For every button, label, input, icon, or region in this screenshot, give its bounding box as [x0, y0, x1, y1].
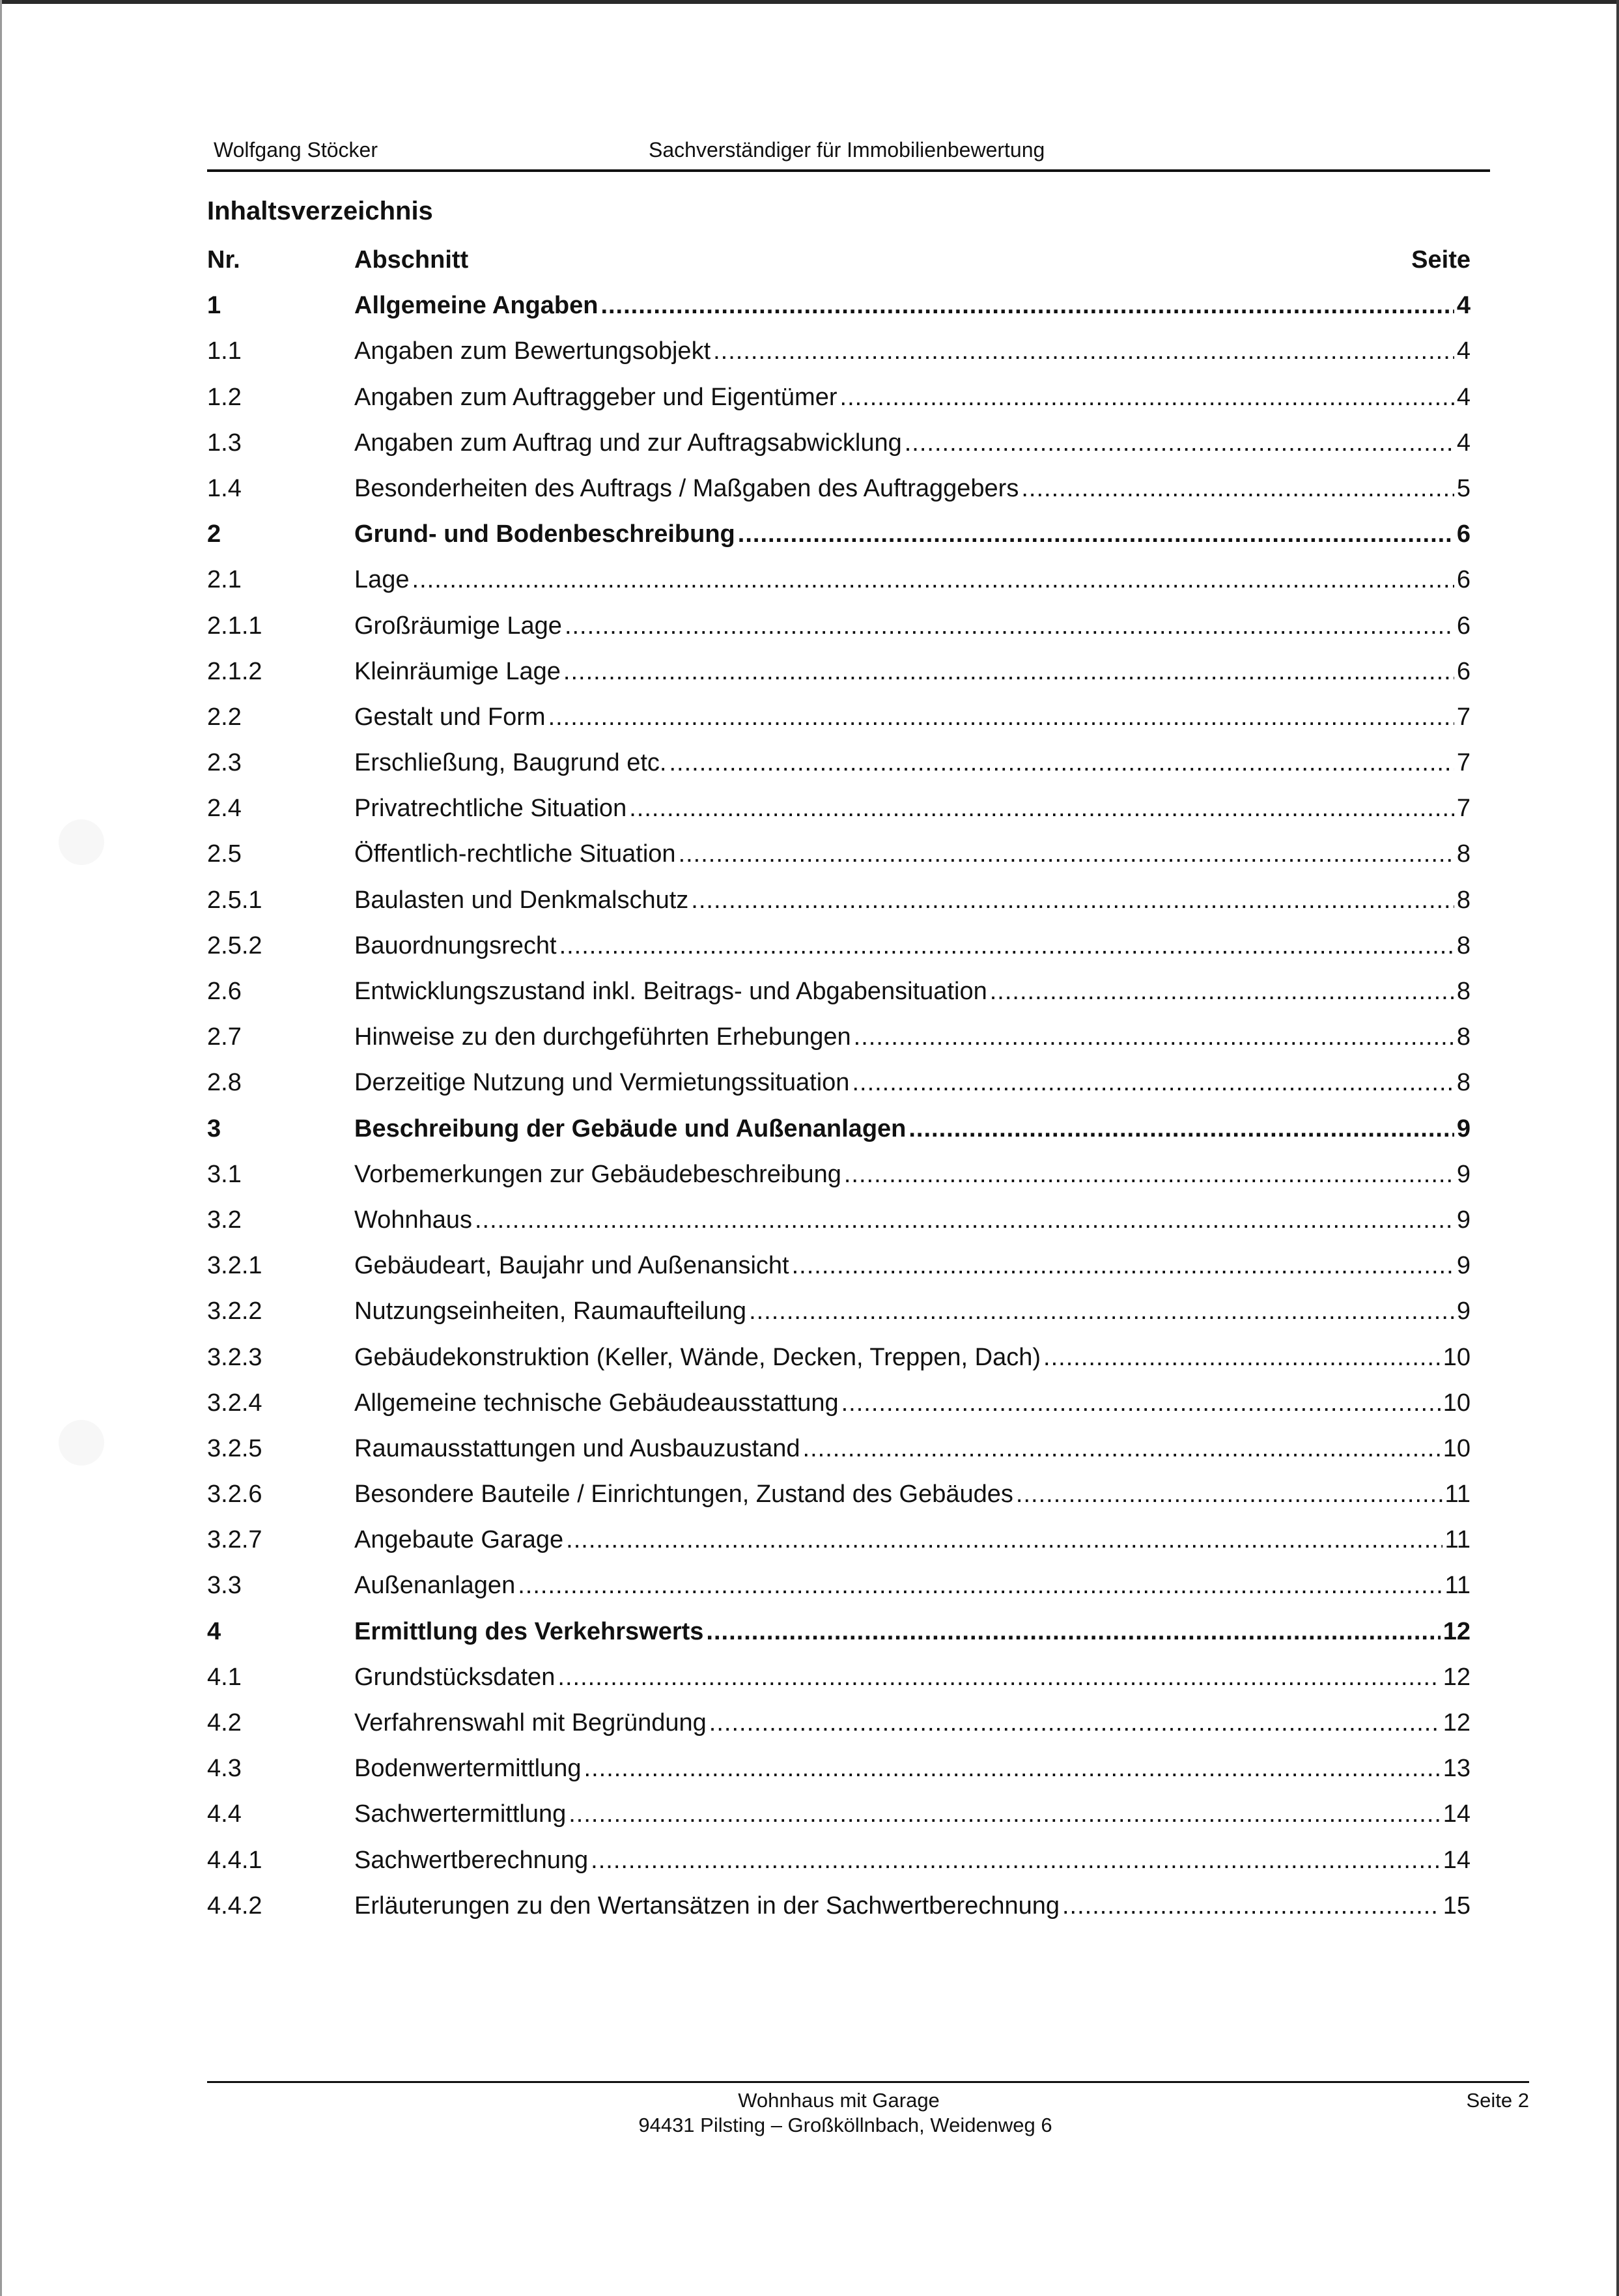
- toc-entry-number: 2: [207, 520, 221, 548]
- page-right-edge: [1616, 0, 1619, 2296]
- toc-entry-number: 4.4.1: [207, 1846, 262, 1874]
- toc-entry-number: 4: [207, 1617, 221, 1645]
- toc-entry-number: 2.2: [207, 703, 242, 731]
- toc-entry[interactable]: [207, 1249, 1471, 1295]
- toc-entry-number: 3.2.5: [207, 1434, 262, 1462]
- toc-entry-line: [354, 472, 1471, 505]
- footer-object: Wohnhaus mit Garage: [738, 2089, 940, 2112]
- toc-leader-dots: [1062, 1890, 1441, 1922]
- toc-entry[interactable]: [207, 701, 1471, 746]
- toc-entry-page: 11: [1444, 1572, 1471, 1600]
- toc-entry-page: 4: [1456, 292, 1471, 320]
- toc-entry-line: [354, 1890, 1471, 1922]
- toc-entry-line: [354, 1113, 1471, 1145]
- toc-entry-line: [354, 1295, 1471, 1327]
- toc-entry-page: 9: [1456, 1297, 1471, 1325]
- toc-entry-line: [354, 1387, 1471, 1419]
- toc-entry-page: 9: [1456, 1252, 1471, 1280]
- toc-entry-line: [354, 1066, 1471, 1099]
- toc-leader-dots: [706, 1615, 1440, 1648]
- toc-entry-title: Privatrechtliche Situation: [354, 795, 627, 823]
- toc-entry-number: 3.1: [207, 1160, 242, 1188]
- toc-entry-title: Gebäudekonstruktion (Keller, Wände, Decken, Treppen, Dach): [354, 1343, 1041, 1371]
- toc-entry[interactable]: [207, 1432, 1471, 1478]
- toc-entry-number: 4.4.2: [207, 1892, 262, 1920]
- toc-header-page: Seite: [1411, 246, 1471, 274]
- toc-entry[interactable]: [207, 472, 1471, 518]
- toc-entry-line: [354, 1569, 1471, 1602]
- toc-leader-dots: [749, 1295, 1454, 1327]
- toc-entry-number: 2.1.1: [207, 612, 262, 640]
- toc-leader-dots: [569, 1798, 1440, 1830]
- toc-entry-title: Besonderheiten des Auftrags / Maßgaben des Auftraggebers: [354, 474, 1019, 502]
- toc-entry-number: 1: [207, 292, 221, 320]
- toc-entry-page: 8: [1456, 1069, 1471, 1097]
- toc-entry-line: [354, 427, 1471, 459]
- toc-entry-number: 3.3: [207, 1572, 242, 1600]
- toc-entry-line: [354, 1204, 1471, 1236]
- toc-leader-dots: [1043, 1341, 1441, 1374]
- toc-entry-number: 2.6: [207, 978, 242, 1005]
- toc-leader-dots: [908, 1113, 1454, 1145]
- toc-entry-page: 8: [1456, 978, 1471, 1005]
- toc-entry[interactable]: [207, 1569, 1471, 1615]
- toc-entry-title: Sachwertberechnung: [354, 1846, 589, 1874]
- toc-entry-title: Vorbemerkungen zur Gebäudebeschreibung: [354, 1160, 841, 1188]
- toc-entry-line: [354, 975, 1471, 1008]
- toc-entry-title: Angaben zum Auftrag und zur Auftragsabwicklung: [354, 429, 902, 457]
- toc-entry-line: [354, 563, 1471, 596]
- table-of-contents: [207, 244, 1471, 1935]
- toc-entry-page: 6: [1456, 520, 1471, 548]
- punch-hole: [59, 1420, 104, 1466]
- toc-leader-dots: [557, 1661, 1440, 1694]
- toc-entry-title: Grundstücksdaten: [354, 1663, 556, 1691]
- toc-leader-dots: [591, 1844, 1441, 1877]
- header-author: Wolfgang Stöcker: [214, 138, 378, 162]
- toc-entry-line: [354, 929, 1471, 962]
- toc-entry-line: [354, 1524, 1471, 1556]
- toc-leader-dots: [738, 518, 1454, 550]
- toc-entry-number: 3.2.4: [207, 1389, 262, 1417]
- toc-leader-dots: [584, 1752, 1441, 1785]
- toc-entry-line: [354, 884, 1471, 916]
- toc-entry-number: 3.2.3: [207, 1343, 262, 1371]
- toc-entry[interactable]: [207, 929, 1471, 975]
- toc-entry-title: Verfahrenswahl mit Begründung: [354, 1709, 707, 1736]
- toc-leader-dots: [566, 1524, 1442, 1556]
- toc-header-section: Abschnitt: [354, 246, 469, 274]
- toc-entry-title: Beschreibung der Gebäude und Außenanlagen: [354, 1114, 907, 1142]
- toc-entry-line: [354, 1844, 1471, 1877]
- toc-entry-line: [354, 1432, 1471, 1465]
- toc-leader-dots: [844, 1158, 1454, 1191]
- toc-entry-title: Allgemeine Angaben: [354, 292, 598, 320]
- toc-entry[interactable]: [207, 1387, 1471, 1432]
- toc-entry[interactable]: [207, 792, 1471, 838]
- toc-entry-page: 10: [1443, 1343, 1471, 1371]
- toc-entry-page: 7: [1456, 795, 1471, 823]
- toc-entry-number: 1.1: [207, 337, 242, 365]
- toc-leader-dots: [840, 381, 1454, 414]
- toc-entry-number: 4.1: [207, 1663, 242, 1691]
- toc-entry-page: 15: [1443, 1892, 1471, 1920]
- toc-entry[interactable]: [207, 563, 1471, 609]
- toc-entry-title: Außenanlagen: [354, 1572, 516, 1600]
- toc-entry-page: 4: [1456, 383, 1471, 411]
- header-rule: [207, 169, 1490, 172]
- toc-entry-page: 7: [1456, 703, 1471, 731]
- toc-entry[interactable]: [207, 838, 1471, 883]
- toc-entry-number: 3.2.1: [207, 1252, 262, 1280]
- toc-entry-page: 7: [1456, 749, 1471, 777]
- toc-entry-title: Nutzungseinheiten, Raumaufteilung: [354, 1297, 747, 1325]
- toc-entry-number: 2.3: [207, 749, 242, 777]
- toc-entry-line: [354, 1615, 1471, 1648]
- toc-entry-number: 2.5: [207, 840, 242, 868]
- toc-entry-line: [354, 1707, 1471, 1739]
- toc-entry[interactable]: [207, 975, 1471, 1021]
- toc-entry-number: 1.3: [207, 429, 242, 457]
- toc-entry-line: [354, 655, 1471, 688]
- toc-entry-line: [354, 289, 1471, 322]
- toc-entry-number: 2.5.2: [207, 931, 262, 959]
- toc-entry-page: 10: [1443, 1434, 1471, 1462]
- toc-entry-title: Erschließung, Baugrund etc.: [354, 749, 667, 777]
- toc-entry-title: Ermittlung des Verkehrswerts: [354, 1617, 704, 1645]
- toc-leader-dots: [841, 1387, 1441, 1419]
- toc-entry-title: Grund- und Bodenbeschreibung: [354, 520, 735, 548]
- toc-entry-title: Sachwertermittlung: [354, 1800, 567, 1828]
- toc-leader-dots: [518, 1569, 1442, 1602]
- toc-entry[interactable]: [207, 1066, 1471, 1112]
- toc-entry[interactable]: [207, 1615, 1471, 1661]
- toc-leader-dots: [548, 701, 1454, 733]
- toc-entry-page: 14: [1443, 1800, 1471, 1828]
- toc-leader-dots: [563, 655, 1454, 688]
- toc-entry-page: 11: [1444, 1481, 1471, 1509]
- toc-entry[interactable]: [207, 1890, 1471, 1935]
- footer-rule: [207, 2081, 1529, 2083]
- toc-leader-dots: [803, 1432, 1441, 1465]
- toc-entry-line: [354, 335, 1471, 367]
- toc-entry-number: 4.3: [207, 1755, 242, 1783]
- toc-entry-page: 9: [1456, 1206, 1471, 1234]
- toc-entry-title: Angaben zum Auftraggeber und Eigentümer: [354, 383, 838, 411]
- toc-entry[interactable]: [207, 289, 1471, 335]
- toc-entry[interactable]: [207, 1844, 1471, 1890]
- toc-entry-number: 3.2.2: [207, 1297, 262, 1325]
- toc-entry-title: Kleinräumige Lage: [354, 657, 561, 685]
- toc-entry-title: Großräumige Lage: [354, 612, 562, 640]
- toc-entry-line: [354, 1752, 1471, 1785]
- toc-entry-line: [354, 1661, 1471, 1694]
- toc-entry-page: 6: [1456, 566, 1471, 594]
- toc-entry[interactable]: [207, 1798, 1471, 1843]
- toc-entry-page: 8: [1456, 840, 1471, 868]
- toc-entry-line: [354, 1021, 1471, 1053]
- toc-entry-line: [354, 1798, 1471, 1830]
- toc-entry-title: Raumausstattungen und Ausbauzustand: [354, 1434, 800, 1462]
- toc-entry-number: 2.1.2: [207, 657, 262, 685]
- toc-entry[interactable]: [207, 1478, 1471, 1524]
- toc-header-nr: Nr.: [207, 246, 240, 274]
- toc-leader-dots: [679, 838, 1454, 870]
- toc-leader-dots: [709, 1707, 1441, 1739]
- toc-entry-line: [354, 1158, 1471, 1191]
- toc-leader-dots: [1021, 472, 1454, 505]
- toc-entry[interactable]: [207, 1661, 1471, 1707]
- toc-entry-page: 10: [1443, 1389, 1471, 1417]
- toc-entry[interactable]: [207, 746, 1471, 792]
- toc-entry-title: Hinweise zu den durchgeführten Erhebungen: [354, 1023, 851, 1051]
- toc-entry-page: 4: [1456, 429, 1471, 457]
- toc-entry-page: 6: [1456, 657, 1471, 685]
- page-top-edge: [0, 0, 1619, 4]
- toc-leader-dots: [565, 610, 1454, 642]
- toc-entry-number: 3.2.7: [207, 1526, 262, 1554]
- toc-leader-dots: [792, 1249, 1454, 1282]
- toc-entry-title: Lage: [354, 566, 410, 594]
- toc-entry-number: 2.4: [207, 795, 242, 823]
- toc-leader-dots: [559, 929, 1454, 962]
- toc-entry-title: Besondere Bauteile / Einrichtungen, Zustand des Gebäudes: [354, 1481, 1013, 1509]
- toc-entry-title: Gebäudeart, Baujahr und Außenansicht: [354, 1252, 789, 1280]
- page-left-edge: [0, 0, 2, 2296]
- toc-entry-title: Bauordnungsrecht: [354, 931, 557, 959]
- toc-leader-dots: [475, 1204, 1454, 1236]
- toc-leader-dots: [1016, 1478, 1443, 1510]
- toc-entry-page: 5: [1456, 474, 1471, 502]
- toc-entry-line: [354, 701, 1471, 733]
- toc-entry-page: 8: [1456, 1023, 1471, 1051]
- toc-entry[interactable]: [207, 1158, 1471, 1204]
- toc-entry-title: Bodenwertermittlung: [354, 1755, 582, 1783]
- toc-leader-dots: [412, 563, 1454, 596]
- header-role: Sachverständiger für Immobilienbewertung: [649, 138, 1045, 162]
- toc-entry-page: 11: [1444, 1526, 1471, 1554]
- toc-entry-title: Angebaute Garage: [354, 1526, 564, 1554]
- toc-entry[interactable]: [207, 427, 1471, 472]
- toc-entry-page: 4: [1456, 337, 1471, 365]
- toc-entry-number: 2.8: [207, 1069, 242, 1097]
- toc-entry-title: Baulasten und Denkmalschutz: [354, 886, 689, 914]
- toc-entry[interactable]: [207, 1341, 1471, 1387]
- toc-entry[interactable]: [207, 1113, 1471, 1158]
- toc-entry-title: Öffentlich-rechtliche Situation: [354, 840, 676, 868]
- toc-entry-number: 4.4: [207, 1800, 242, 1828]
- toc-leader-dots: [691, 884, 1454, 916]
- toc-leader-dots: [669, 746, 1454, 779]
- toc-leader-dots: [905, 427, 1454, 459]
- toc-entry-number: 2.1: [207, 566, 242, 594]
- footer-page-number: Seite 2: [1466, 2089, 1529, 2112]
- toc-entry-title: Gestalt und Form: [354, 703, 546, 731]
- toc-entry-number: 4.2: [207, 1709, 242, 1736]
- toc-entry[interactable]: [207, 1021, 1471, 1066]
- page-header: [207, 138, 1490, 171]
- toc-entry-number: 3.2: [207, 1206, 242, 1234]
- toc-entry-line: [354, 381, 1471, 414]
- toc-entry-line: [354, 838, 1471, 870]
- footer-address: 94431 Pilsting – Großköllnbach, Weidenweg 6: [638, 2114, 1052, 2136]
- toc-entry-line: [354, 1249, 1471, 1282]
- toc-entry-number: 1.4: [207, 474, 242, 502]
- toc-entry-title: Angaben zum Bewertungsobjekt: [354, 337, 711, 365]
- toc-entry-line: [354, 1341, 1471, 1374]
- toc-entry-page: 8: [1456, 931, 1471, 959]
- toc-leader-dots: [990, 975, 1454, 1008]
- toc-entry-line: [354, 518, 1471, 550]
- toc-entry-page: 12: [1443, 1663, 1471, 1691]
- toc-leader-dots: [600, 289, 1454, 322]
- toc-entry-number: 1.2: [207, 383, 242, 411]
- toc-entry-title: Wohnhaus: [354, 1206, 472, 1234]
- toc-entry-line: [354, 1478, 1471, 1510]
- toc-entry[interactable]: [207, 335, 1471, 380]
- toc-entry-page: 8: [1456, 886, 1471, 914]
- toc-leader-dots: [629, 792, 1454, 825]
- toc-leader-dots: [713, 335, 1454, 367]
- toc-entry[interactable]: [207, 381, 1471, 427]
- toc-entry-title: Entwicklungszustand inkl. Beitrags- und Abgabensituation: [354, 978, 987, 1005]
- toc-entry-number: 3: [207, 1114, 221, 1142]
- toc-leader-dots: [854, 1021, 1454, 1053]
- toc-entry-line: [354, 610, 1471, 642]
- page-footer: [207, 2081, 1529, 2146]
- toc-entry-title: Erläuterungen zu den Wertansätzen in der Sachwertberechnung: [354, 1892, 1060, 1920]
- toc-entry[interactable]: [207, 1707, 1471, 1752]
- toc-entry[interactable]: [207, 610, 1471, 655]
- toc-entry[interactable]: [207, 884, 1471, 929]
- toc-entry[interactable]: [207, 1752, 1471, 1798]
- toc-entry-page: 12: [1443, 1617, 1471, 1645]
- toc-entry-line: [354, 746, 1471, 779]
- toc-entry-line: [354, 792, 1471, 825]
- toc-entry-page: 12: [1443, 1709, 1471, 1736]
- toc-entry[interactable]: [207, 655, 1471, 701]
- toc-entry-number: 3.2.6: [207, 1481, 262, 1509]
- toc-entry-number: 2.5.1: [207, 886, 262, 914]
- toc-entry-page: 6: [1456, 612, 1471, 640]
- toc-entry-page: 14: [1443, 1846, 1471, 1874]
- toc-leader-dots: [852, 1066, 1454, 1099]
- toc-entry-page: 13: [1443, 1755, 1471, 1783]
- toc-entry-title: Allgemeine technische Gebäudeausstattung: [354, 1389, 839, 1417]
- toc-entry[interactable]: [207, 518, 1471, 563]
- toc-entry[interactable]: [207, 1204, 1471, 1249]
- toc-entry-title: Derzeitige Nutzung und Vermietungssituation: [354, 1069, 850, 1097]
- toc-header-row: [207, 244, 1471, 289]
- toc-entry-page: 9: [1456, 1114, 1471, 1142]
- toc-entry[interactable]: [207, 1524, 1471, 1569]
- toc-entry-page: 9: [1456, 1160, 1471, 1188]
- toc-entry[interactable]: [207, 1295, 1471, 1340]
- punch-hole: [59, 819, 104, 865]
- toc-title: Inhaltsverzeichnis: [207, 197, 433, 225]
- toc-entry-number: 2.7: [207, 1023, 242, 1051]
